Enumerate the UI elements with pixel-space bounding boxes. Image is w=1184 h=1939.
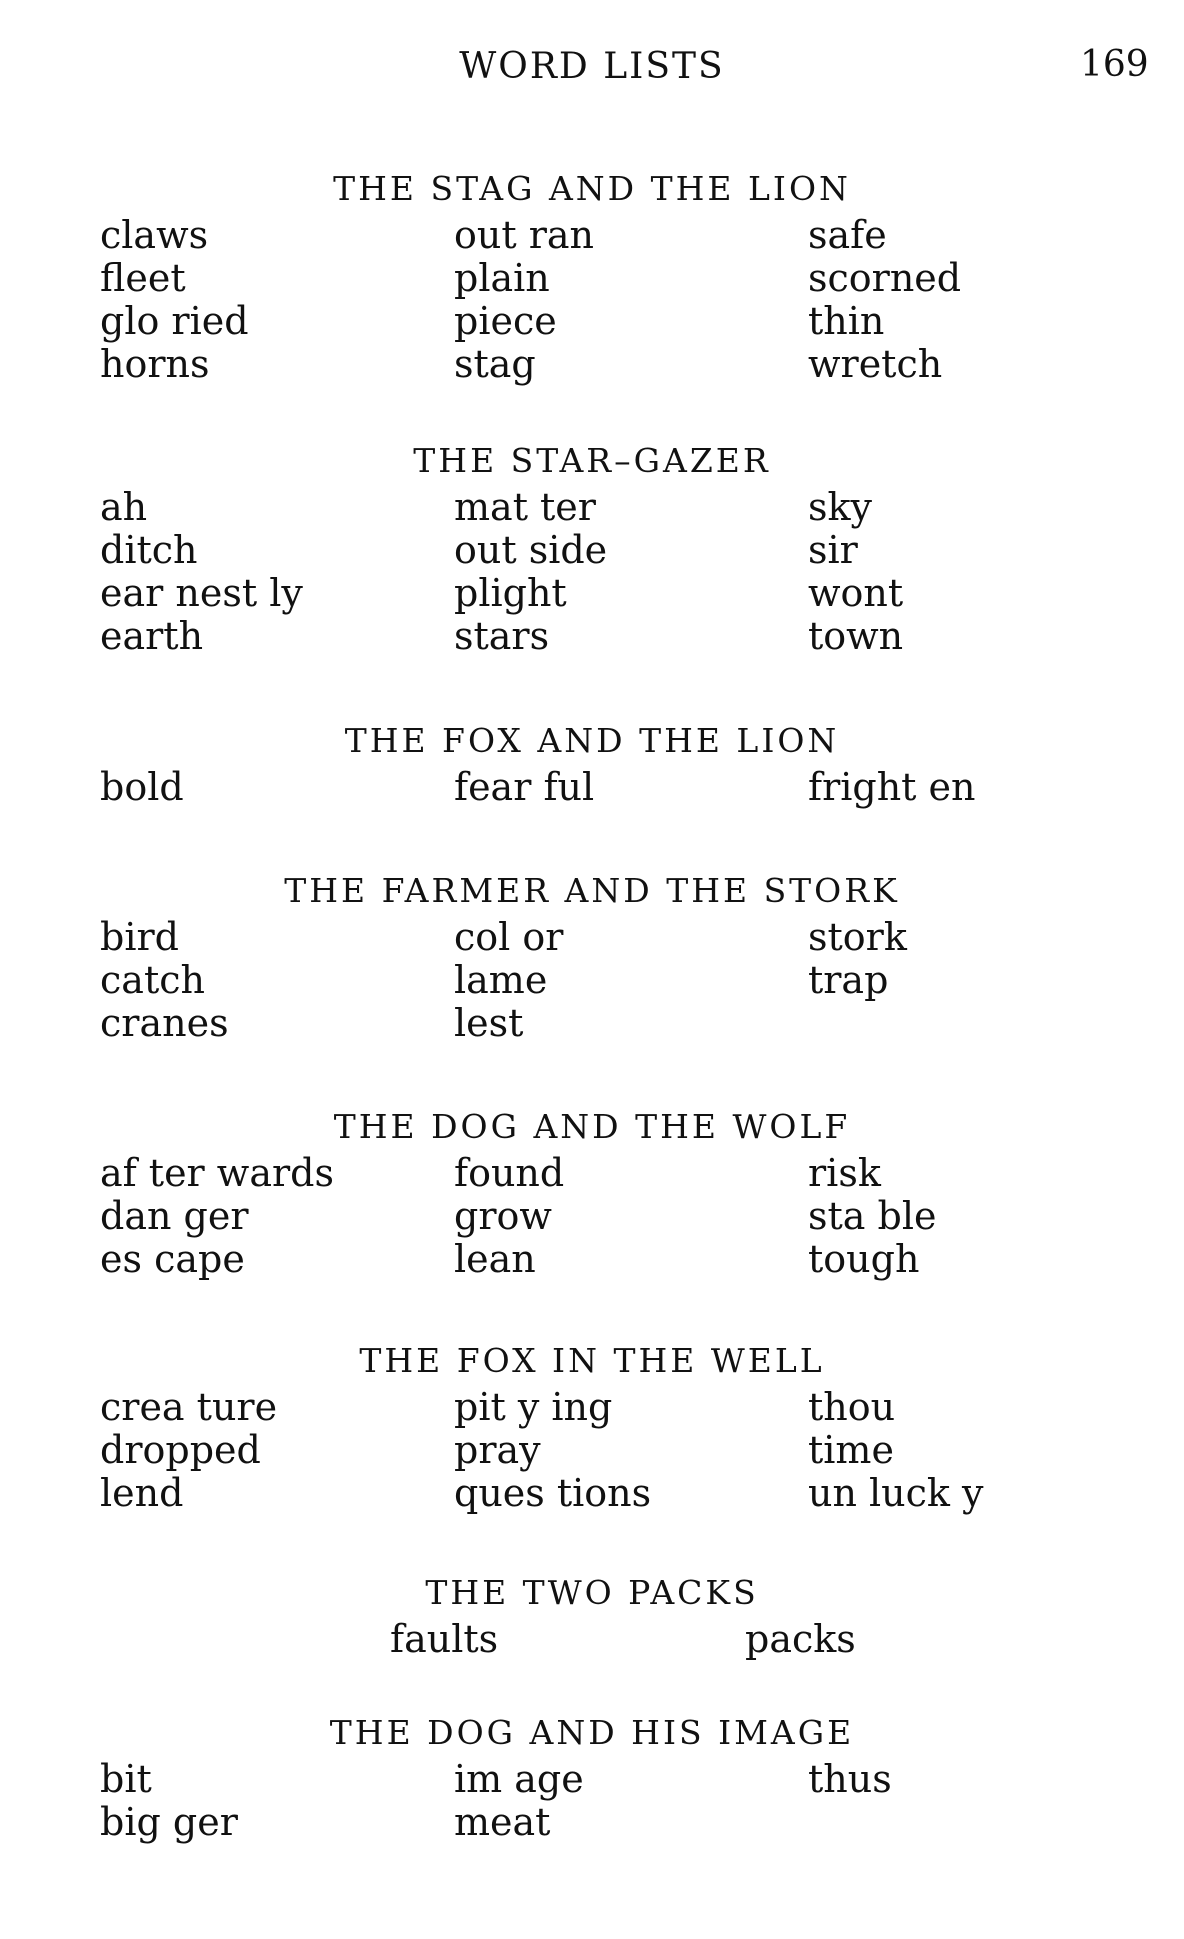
word: risk [808,1151,881,1195]
section-fox-and-lion [0,716,1184,809]
page-number: 169 [1080,44,1149,85]
section-fox-in-well [0,1336,1184,1515]
word: big ger [100,1800,238,1844]
word: mat ter [454,485,596,529]
word: found [454,1151,565,1195]
section-title: THE DOG AND HIS IMAGE [329,1713,855,1752]
word: thus [808,1757,892,1801]
running-head: WORD LISTS [459,46,725,87]
word-column-1 [100,1386,277,1515]
word-column-1 [390,1618,498,1661]
word-column-2 [454,1758,584,1844]
word-column-3 [808,766,976,809]
section-stag-and-lion [0,164,1184,386]
word-column-3 [808,1152,936,1281]
word: af ter wards [100,1151,334,1195]
word: ques tions [454,1471,652,1515]
word-column-2 [454,486,607,658]
word: packs [745,1617,856,1661]
word: stag [454,342,536,386]
word: safe [808,213,887,257]
word: ditch [100,528,198,572]
word: claws [100,213,209,257]
word-column-2 [454,1386,651,1515]
word-column-1 [100,486,303,658]
word: meat [454,1800,551,1844]
word: ear nest ly [100,571,303,615]
word: catch [100,958,205,1002]
section-dog-and-image [0,1708,1184,1844]
word-column-3 [808,486,903,658]
section-title: THE FOX AND THE LION [344,721,840,760]
section-title: THE STAR–GAZER [413,441,771,480]
word: pit y ing [454,1385,613,1429]
word-column-1 [100,916,229,1045]
word-column-3 [808,214,961,386]
word-column-3 [808,916,907,1002]
section-two-packs [0,1568,1184,1661]
word: bit [100,1757,152,1801]
word: wont [808,571,904,615]
word: plain [454,256,550,300]
word: col or [454,915,564,959]
word: glo ried [100,299,249,343]
word: sta ble [808,1194,937,1238]
word-column-2 [454,916,563,1045]
section-title: THE TWO PACKS [425,1573,759,1612]
word-column-1 [100,214,249,386]
word-column-3 [808,1758,892,1801]
section-title: THE FOX IN THE WELL [359,1341,825,1380]
section-title: THE FARMER AND THE STORK [284,871,900,910]
word: thin [808,299,885,343]
section-title: THE STAG AND THE LION [333,169,851,208]
word: fleet [100,256,186,300]
word: stars [454,614,550,658]
word: scorned [808,256,962,300]
word: faults [390,1617,499,1661]
word-column-1 [100,1152,334,1281]
word: fright en [808,765,976,809]
word-column-2 [454,1152,564,1281]
word: horns [100,342,210,386]
word: sky [808,485,872,529]
word: tough [808,1237,920,1281]
word-column-2 [454,766,594,809]
word-column-3 [808,1386,984,1515]
word: town [808,614,904,658]
word: lean [454,1237,536,1281]
word: time [808,1428,894,1472]
word: earth [100,614,204,658]
word: cranes [100,1001,229,1045]
word: lend [100,1471,184,1515]
word-column-1 [100,1758,238,1844]
word: thou [808,1385,896,1429]
word: lame [454,958,548,1002]
word-column-2 [745,1618,856,1661]
word: dan ger [100,1194,249,1238]
word: ah [100,485,148,529]
word: grow [454,1194,552,1238]
word: out side [454,528,608,572]
word: un luck y [808,1471,984,1515]
word: sir [808,528,858,572]
section-star-gazer [0,436,1184,658]
word: piece [454,299,557,343]
word: bird [100,915,179,959]
word: out ran [454,213,594,257]
word: bold [100,765,184,809]
word-column-2 [454,214,594,386]
word: fear ful [454,765,595,809]
word: stork [808,915,907,959]
word: es cape [100,1237,245,1281]
section-farmer-and-stork [0,866,1184,1045]
word: trap [808,958,889,1002]
word: lest [454,1001,524,1045]
word: dropped [100,1428,261,1472]
word: wretch [808,342,943,386]
word-column-1 [100,766,184,809]
word: plight [454,571,567,615]
word: im age [454,1757,584,1801]
section-title: THE DOG AND THE WOLF [333,1107,851,1146]
section-dog-and-wolf [0,1102,1184,1281]
word: crea ture [100,1385,278,1429]
word: pray [454,1428,541,1472]
